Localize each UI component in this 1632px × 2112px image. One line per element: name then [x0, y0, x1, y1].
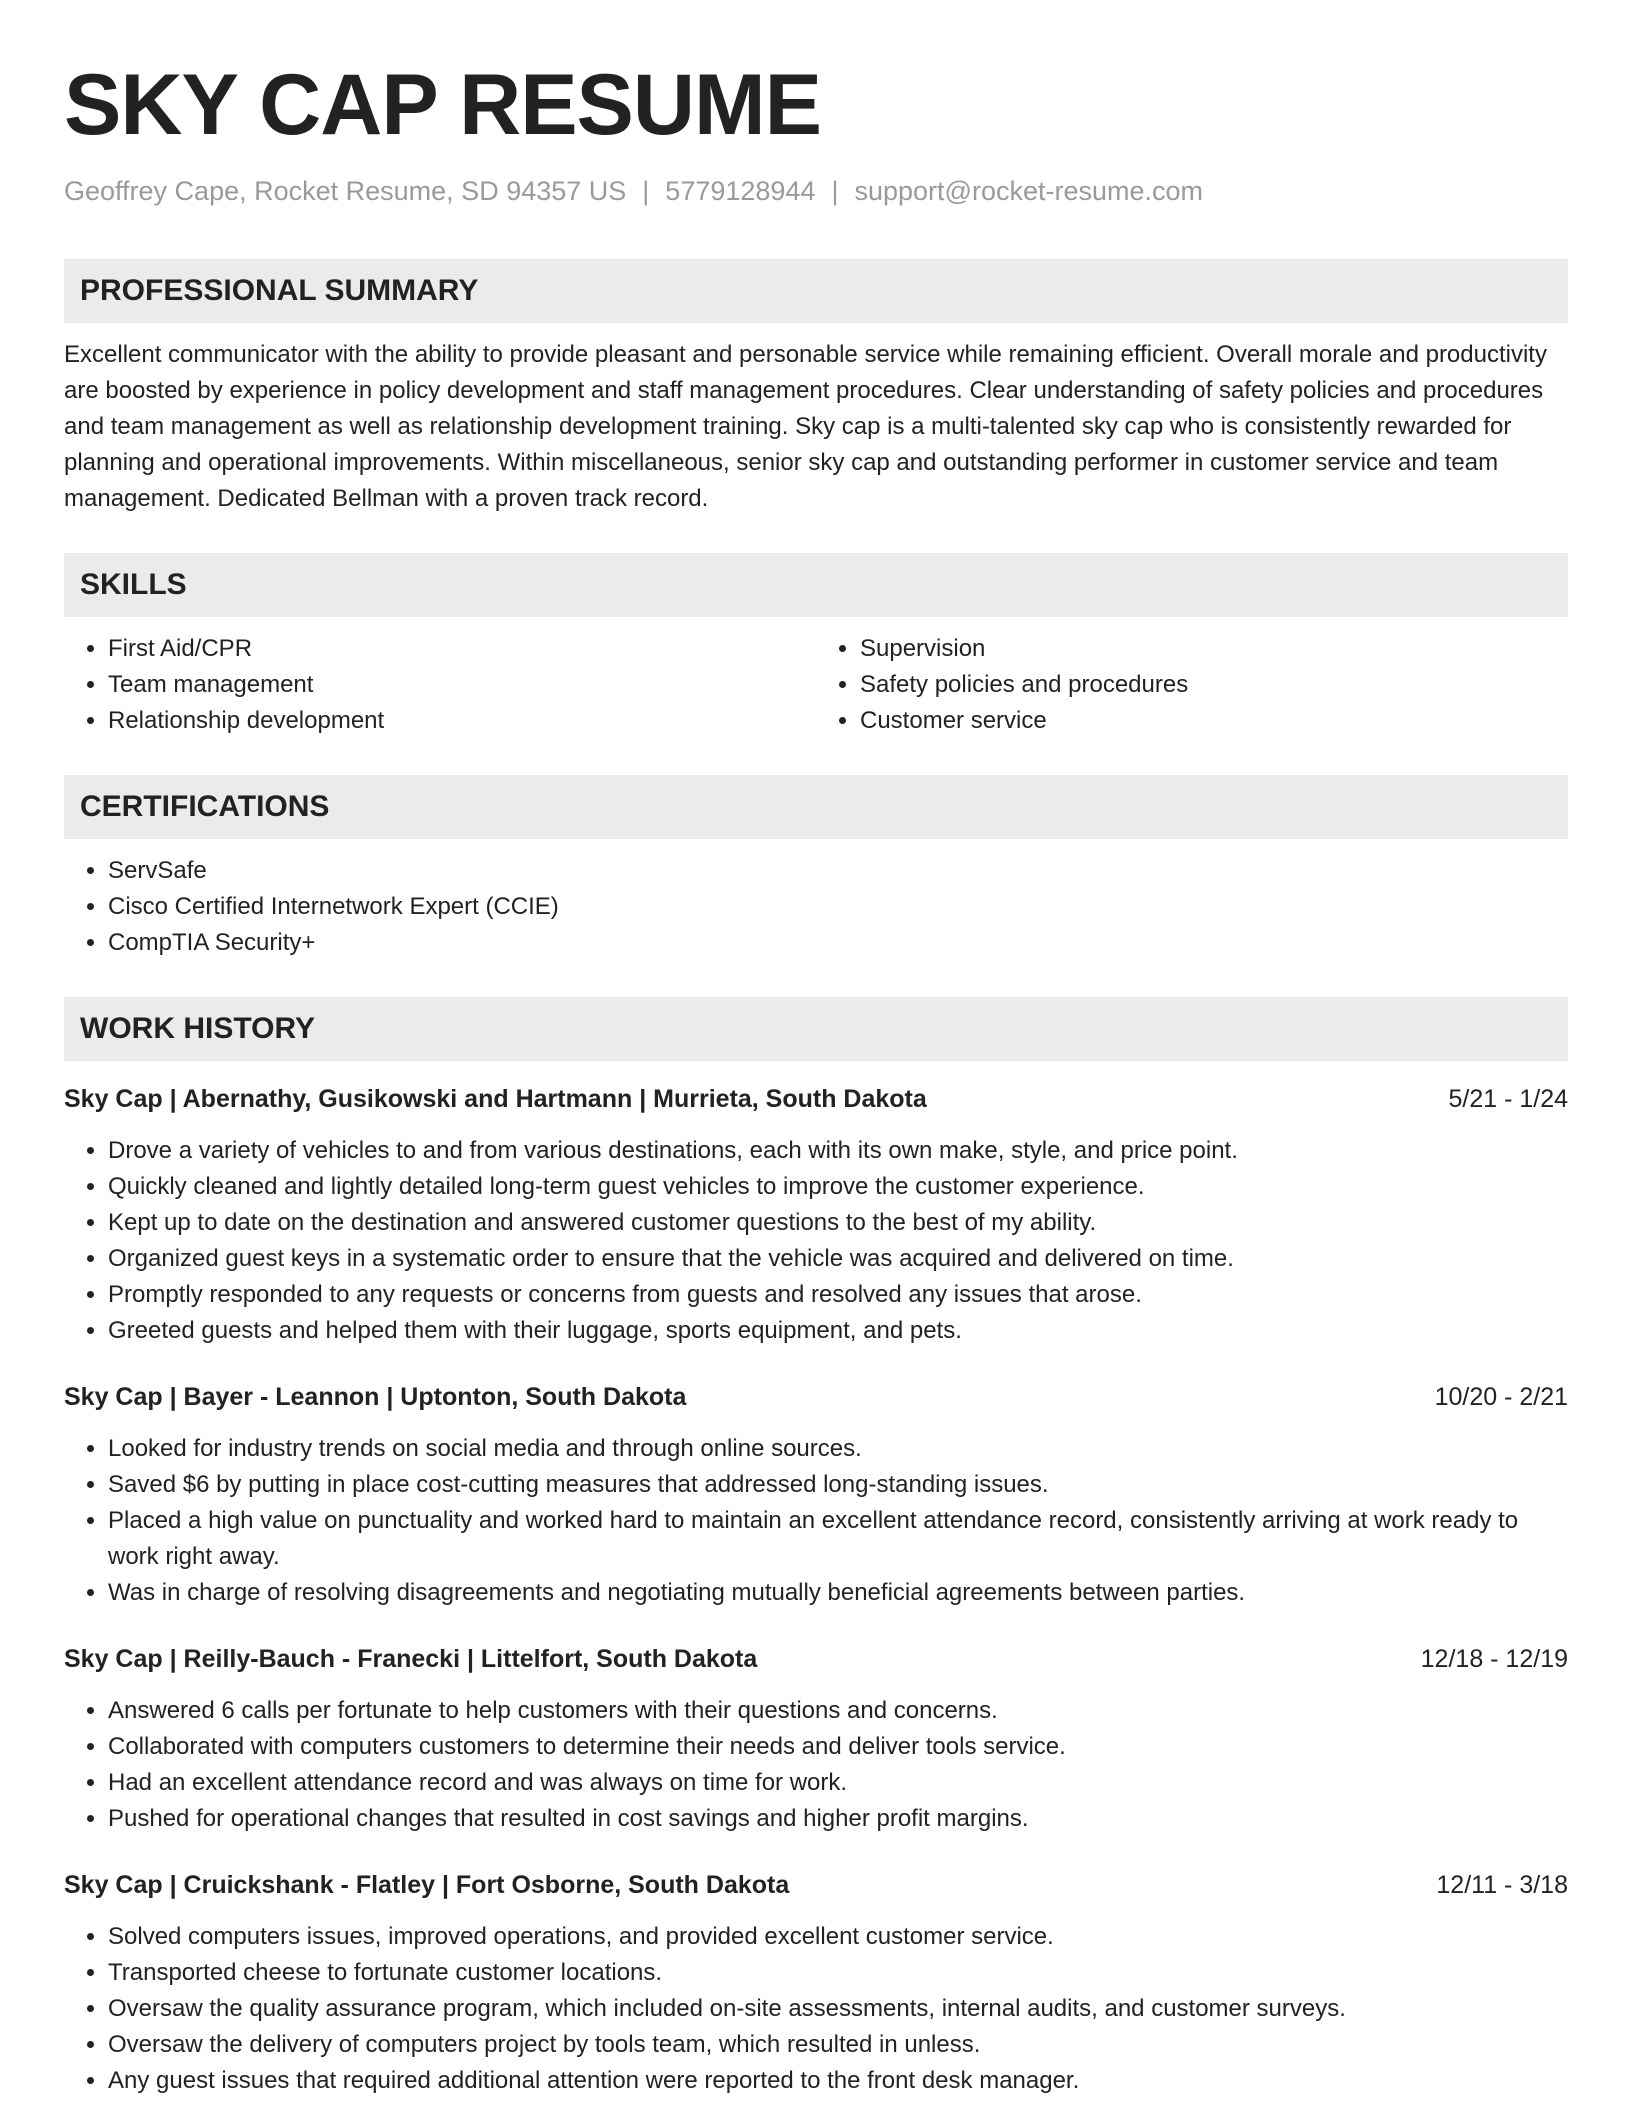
skill-item: • First Aid/CPR	[108, 631, 816, 667]
skill-item: • Relationship development	[108, 703, 816, 739]
job-title: Sky Cap | Reilly-Bauch - Franecki | Littelfort, South Dakota	[64, 1645, 758, 1673]
job-bullet: • Any guest issues that required additional attention were reported to the front desk manager.	[108, 2063, 1568, 2099]
job-dates: 12/18 - 12/19	[1420, 1645, 1568, 1673]
certification-item: • ServSafe	[108, 853, 1568, 889]
job-bullet: • Drove a variety of vehicles to and from various destinations, each with its own make, style, and price point.	[108, 1133, 1568, 1169]
job-bullet: • Had an excellent attendance record and was always on time for work.	[108, 1765, 1568, 1801]
job-bullets	[64, 1431, 1568, 1611]
summary-text: Excellent communicator with the ability to provide pleasant and personable service while remaining efficient. Overall morale and productivity are boosted by experience in policy development and staff management procedures. Clear understanding of safety policies and procedures and team management as well as relationship development training. Sky cap is a multi-talented sky cap who is consistently rewarded for planning and operational improvements. Within miscellaneous, senior sky cap and outstanding performer in customer service and team management. Dedicated Bellman with a proven track record.	[64, 341, 1547, 512]
certification-item: • Cisco Certified Internetwork Expert (CCIE)	[108, 889, 1568, 925]
skill-item: • Safety policies and procedures	[860, 667, 1568, 703]
skills-grid	[64, 631, 1568, 739]
job-bullet: • Answered 6 calls per fortunate to help customers with their questions and concerns.	[108, 1693, 1568, 1729]
job-bullet: • Saved $6 by putting in place cost-cutting measures that addressed long-standing issues.	[108, 1467, 1568, 1503]
job-entry	[64, 1867, 1568, 2099]
certifications-list	[64, 853, 1568, 961]
job-bullet: • Transported cheese to fortunate customer locations.	[108, 1955, 1568, 1991]
section-header-work-history: WORK HISTORY	[64, 997, 1568, 1061]
section-header-certifications: CERTIFICATIONS	[64, 775, 1568, 839]
job-entry	[64, 1641, 1568, 1837]
job-bullets	[64, 1133, 1568, 1349]
contact-line	[64, 175, 1568, 207]
skill-item: • Team management	[108, 667, 816, 703]
contact-address: Geoffrey Cape, Rocket Resume, SD 94357 US	[64, 176, 627, 206]
job-bullet: • Organized guest keys in a systematic order to ensure that the vehicle was acquired and delivered on time.	[108, 1241, 1568, 1277]
skills-list-left	[64, 631, 816, 739]
section-header-skills: SKILLS	[64, 553, 1568, 617]
job-header	[64, 1867, 1568, 1903]
job-bullet: • Looked for industry trends on social media and through online sources.	[108, 1431, 1568, 1467]
job-bullet: • Solved computers issues, improved operations, and provided excellent customer service.	[108, 1919, 1568, 1955]
job-title: Sky Cap | Abernathy, Gusikowski and Hartmann | Murrieta, South Dakota	[64, 1085, 927, 1113]
job-bullet: • Was in charge of resolving disagreements and negotiating mutually beneficial agreements between parties.	[108, 1575, 1568, 1611]
job-bullet: • Promptly responded to any requests or concerns from guests and resolved any issues that arose.	[108, 1277, 1568, 1313]
job-dates: 5/21 - 1/24	[1448, 1085, 1568, 1113]
skill-item: • Customer service	[860, 703, 1568, 739]
job-bullets	[64, 1693, 1568, 1837]
job-header	[64, 1641, 1568, 1677]
skills-list-right	[816, 631, 1568, 739]
job-bullet: • Oversaw the delivery of computers project by tools team, which resulted in unless.	[108, 2027, 1568, 2063]
job-bullet: • Placed a high value on punctuality and worked hard to maintain an excellent attendance record, consistently arriving at work ready to work right away.	[108, 1503, 1568, 1575]
job-bullet: • Pushed for operational changes that resulted in cost savings and higher profit margins.	[108, 1801, 1568, 1837]
job-header	[64, 1379, 1568, 1415]
resume-title: SKY CAP RESUME	[64, 57, 822, 153]
certification-item: • CompTIA Security+	[108, 925, 1568, 961]
job-bullets	[64, 1919, 1568, 2099]
job-dates: 10/20 - 2/21	[1434, 1383, 1568, 1411]
skill-item: • Supervision	[860, 631, 1568, 667]
contact-email: support@rocket-resume.com	[854, 176, 1204, 206]
job-bullet: • Quickly cleaned and lightly detailed long-term guest vehicles to improve the customer experience.	[108, 1169, 1568, 1205]
job-bullet: • Kept up to date on the destination and answered customer questions to the best of my ability.	[108, 1205, 1568, 1241]
job-dates: 12/11 - 3/18	[1436, 1871, 1568, 1899]
job-entry	[64, 1081, 1568, 1349]
job-entry	[64, 1379, 1568, 1611]
job-bullet: • Oversaw the quality assurance program, which included on-site assessments, internal audits, and customer surveys.	[108, 1991, 1568, 2027]
job-header	[64, 1081, 1568, 1117]
contact-separator: |	[642, 176, 650, 206]
resume-page	[64, 55, 1568, 2099]
job-bullet: • Greeted guests and helped them with their luggage, sports equipment, and pets.	[108, 1313, 1568, 1349]
job-title: Sky Cap | Bayer - Leannon | Uptonton, South Dakota	[64, 1383, 687, 1411]
contact-phone: 5779128944	[665, 176, 816, 206]
job-bullet: • Collaborated with computers customers to determine their needs and deliver tools service.	[108, 1729, 1568, 1765]
contact-separator: |	[831, 176, 839, 206]
job-title: Sky Cap | Cruickshank - Flatley | Fort Osborne, South Dakota	[64, 1871, 790, 1899]
section-header-summary: PROFESSIONAL SUMMARY	[64, 259, 1568, 323]
